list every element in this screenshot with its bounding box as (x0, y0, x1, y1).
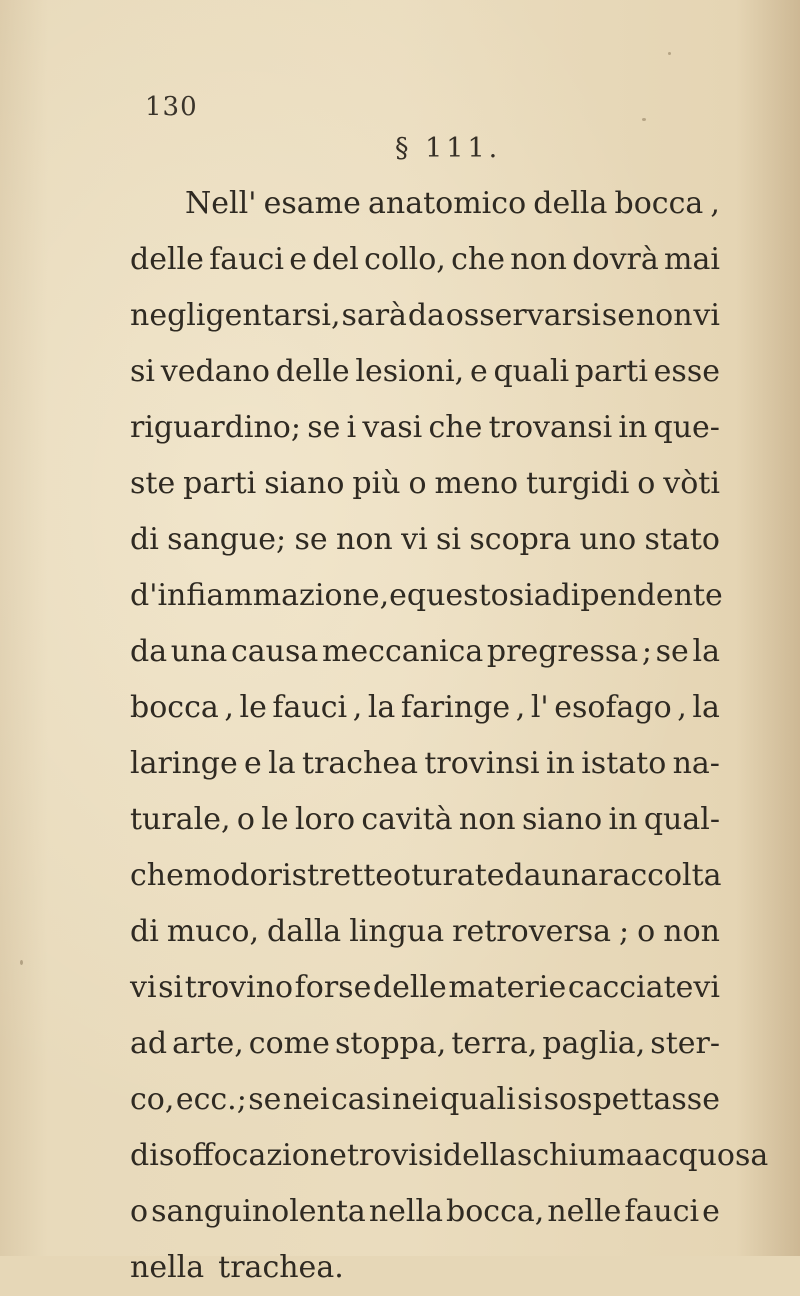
word: faringe (400, 690, 511, 725)
word: laringe (130, 746, 238, 781)
word: Nell' (185, 186, 257, 221)
word: terra, (451, 1026, 538, 1061)
word: nei (392, 1082, 439, 1117)
word: se (294, 522, 328, 557)
word: dipendente (551, 578, 723, 613)
word: trovinsi (424, 746, 540, 781)
word: vòti (663, 466, 720, 501)
word: delle (275, 354, 350, 389)
text-line (130, 288, 720, 344)
word: cavità (361, 802, 453, 837)
word: di (130, 1138, 159, 1173)
word: si (517, 1082, 543, 1117)
word: non (635, 298, 693, 333)
word: na- (672, 746, 720, 781)
word: , (710, 186, 720, 221)
word: sospettasse (543, 1082, 720, 1117)
word: da (130, 634, 168, 669)
word: se (307, 410, 341, 445)
text-line (130, 512, 720, 568)
text-line (130, 736, 720, 792)
word: istato (581, 746, 667, 781)
word: d' (130, 578, 158, 613)
word: o (130, 1194, 149, 1229)
word: in (545, 746, 575, 781)
word: da (504, 858, 542, 893)
word: loro (294, 802, 356, 837)
word: si (158, 970, 184, 1005)
word: se (655, 634, 689, 669)
word: , (379, 578, 390, 613)
word: ster- (650, 1026, 720, 1061)
word: arte, (172, 1026, 244, 1061)
word: dalla (267, 914, 342, 949)
word: raccolta (598, 858, 722, 893)
word: mai (664, 242, 720, 277)
word: paglia, (542, 1026, 646, 1061)
word: e (702, 1194, 720, 1229)
word: e (244, 746, 262, 781)
word: della (533, 186, 608, 221)
word: lesioni, (355, 354, 465, 389)
word: nella (130, 1250, 205, 1285)
word: siano (521, 802, 603, 837)
word: co, (130, 1082, 175, 1117)
word: non (663, 914, 720, 949)
word: schiuma (516, 1138, 644, 1173)
word: vedano (160, 354, 270, 389)
word: nella (368, 1194, 443, 1229)
word: modo (183, 858, 268, 893)
word: , (352, 690, 363, 725)
word: soffocazione (158, 1138, 347, 1173)
word: bocca (614, 186, 704, 221)
word: fauci (209, 242, 284, 277)
text-line (130, 848, 720, 904)
word: , (224, 690, 234, 725)
word: forse (294, 970, 372, 1005)
word: trovisi (346, 1138, 443, 1173)
paper-speck (668, 52, 671, 55)
word: i (346, 410, 357, 445)
word: ristrette (267, 858, 394, 893)
text-line (130, 960, 720, 1016)
word: vi (401, 522, 428, 557)
word: se (601, 298, 635, 333)
word: anatomico (368, 186, 527, 221)
text-line (130, 456, 720, 512)
word: si (436, 522, 462, 557)
text-line (130, 1240, 720, 1296)
word: la (692, 634, 720, 669)
word: quali (493, 354, 570, 389)
word: uno (579, 522, 637, 557)
word: fauci (272, 690, 348, 725)
word: se (248, 1082, 282, 1117)
word: di (130, 522, 159, 557)
word: ; (619, 914, 630, 949)
word: esofago (554, 690, 672, 725)
text-line (130, 568, 723, 624)
word: stato (644, 522, 720, 557)
word: riguardino; (130, 410, 301, 445)
paper-speck (642, 118, 646, 121)
word: osservarsi (445, 298, 601, 333)
word: dovrà (572, 242, 659, 277)
word: sia (508, 578, 552, 613)
word: di (130, 914, 159, 949)
text-line (130, 1072, 720, 1128)
paragraph (130, 176, 769, 1296)
text-line (130, 792, 720, 848)
word: parti (183, 466, 257, 501)
text-line (130, 400, 720, 456)
word: infiammazione (157, 578, 380, 613)
word: sanguinolenta (151, 1194, 366, 1229)
word: delle (372, 970, 447, 1005)
word: siano (264, 466, 345, 501)
word: una (541, 858, 599, 893)
word: le (261, 802, 289, 837)
word: o (393, 858, 412, 893)
word: che (428, 410, 483, 445)
text-line (130, 344, 720, 400)
section-heading: § 111. (395, 133, 502, 164)
word: causa (230, 634, 319, 669)
word: la (268, 746, 296, 781)
word: da (407, 298, 445, 333)
word: o (637, 466, 656, 501)
word: turgidi (525, 466, 630, 501)
word: ecc.; (175, 1082, 247, 1117)
text-line (130, 1128, 769, 1184)
word: esame (263, 186, 361, 221)
word: vasi (362, 410, 423, 445)
text-line (130, 1184, 720, 1240)
word: qual- (643, 802, 720, 837)
word: vi (693, 298, 720, 333)
text-line (130, 624, 720, 680)
word: del (312, 242, 359, 277)
word: ad (130, 1026, 168, 1061)
word: in (608, 802, 638, 837)
word: pregressa (486, 634, 639, 669)
word: negligentarsi, (130, 298, 341, 333)
word: , (515, 690, 526, 725)
word: lingua (349, 914, 445, 949)
word: retroversa (452, 914, 612, 949)
word: non (458, 802, 516, 837)
word: la (692, 690, 720, 725)
page-number: 130 (145, 92, 198, 122)
word: quali (440, 1082, 516, 1117)
word: e (289, 242, 307, 277)
word: più (352, 466, 401, 501)
word: le (239, 690, 267, 725)
word: e (469, 354, 488, 389)
word: parti (574, 354, 648, 389)
text-line (130, 1016, 720, 1072)
word: fauci (624, 1194, 700, 1229)
word: esse (653, 354, 720, 389)
word: que- (653, 410, 720, 445)
word: o (236, 802, 255, 837)
word: ; (641, 634, 652, 669)
word: turate (411, 858, 505, 893)
word: si (130, 354, 155, 389)
word: materie (448, 970, 567, 1005)
word: della (442, 1138, 517, 1173)
word: trovino (184, 970, 294, 1005)
word: scopra (469, 522, 572, 557)
text-line (130, 680, 720, 736)
word: non (336, 522, 393, 557)
word: muco, (166, 914, 259, 949)
word: , (677, 690, 687, 725)
word: cacciatevi (567, 970, 720, 1005)
word: sangue; (167, 522, 287, 557)
word: questo (406, 578, 509, 613)
word: casi (330, 1082, 391, 1117)
word: turale, (130, 802, 231, 837)
word: o (637, 914, 656, 949)
text-line (130, 904, 720, 960)
word: non (510, 242, 567, 277)
word: la (367, 690, 396, 725)
word: una (170, 634, 228, 669)
word: bocca (130, 690, 219, 725)
word: trachea (301, 746, 418, 781)
word: o (408, 466, 427, 501)
text-line (130, 232, 720, 288)
word: sarà (341, 298, 407, 333)
word: nelle (547, 1194, 622, 1229)
paper-speck (20, 960, 23, 965)
word: collo, (364, 242, 446, 277)
text-line (130, 176, 720, 232)
word: bocca, (446, 1194, 545, 1229)
word: trovansi (488, 410, 613, 445)
word: che (130, 858, 184, 893)
word: in (618, 410, 648, 445)
word: acquosa (643, 1138, 769, 1173)
word: meccanica (321, 634, 484, 669)
word: ste (130, 466, 176, 501)
word: vi (130, 970, 157, 1005)
word: nei (282, 1082, 330, 1117)
word: l' (530, 690, 549, 725)
word: delle (130, 242, 204, 277)
word: come (248, 1026, 330, 1061)
word: e (389, 578, 407, 613)
word: che (451, 242, 505, 277)
word: meno (434, 466, 519, 501)
word: trachea. (218, 1250, 344, 1285)
word: stoppa, (334, 1026, 447, 1061)
